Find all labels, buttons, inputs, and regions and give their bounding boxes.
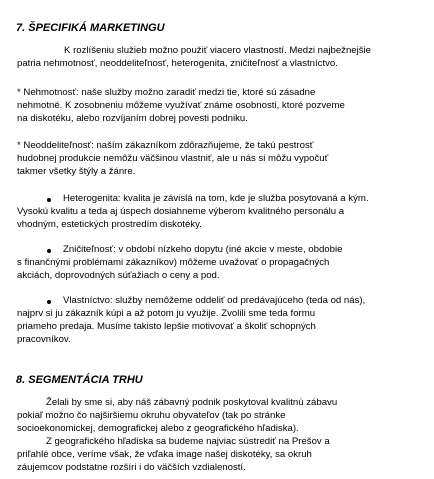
bullet-icon bbox=[47, 300, 51, 304]
bullet-icon bbox=[47, 249, 51, 253]
bullet-znicitelnost-line: Zničiteľnosť: v období nízkeho dopytu (iné akcie v meste, obdobie bbox=[63, 244, 343, 255]
bullet-heterogenita-line: Vysokú kvalitu a teda aj úspech dosiahneme výberom kvalitného personálu a bbox=[17, 206, 345, 217]
bullet-vlastnictvo-line: Vlastníctvo: služby nemôžeme oddeliť od predávajúceho (teda od nás), bbox=[63, 295, 366, 306]
bullet-icon bbox=[47, 198, 51, 202]
section-heading-specifika-marketingu: 7. ŠPECIFIKÁ MARKETINGU bbox=[16, 22, 165, 34]
paragraph-nehmotnost-line: nehmotné. K zosobneniu môžeme využívať známe osobnosti, ktoré pozveme bbox=[17, 100, 345, 111]
paragraph-neoddelitelnost-line: takmer všetky štýly a žánre. bbox=[17, 166, 136, 177]
bullet-heterogenita-line: vhodným, estetických prostredím diskotéky. bbox=[17, 219, 202, 230]
bullet-vlastnictvo-line: priameho predaja. Musíme takisto lepšie motivovať a školiť schopných bbox=[17, 321, 316, 332]
bullet-heterogenita-line: Heterogenita: kvalita je závislá na tom, kde je služba posytovaná a kým. bbox=[63, 193, 369, 204]
paragraph-neoddelitelnost-line: * Neoddeliteľnosť: naším zákazníkom zdôrazňujeme, že takú pestrosť bbox=[17, 140, 314, 151]
paragraph-intro-line: patria nehmotnosť, neoddeliteľnosť, heterogenita, zničiteľnosť a vlastníctvo. bbox=[17, 58, 338, 69]
paragraph-geografia-line: záujemcov podstatne rozšíri i do väčších vzdialeností. bbox=[17, 462, 246, 473]
bullet-znicitelnost-line: akciách, doprovodných súťažiach o ceny a pod. bbox=[17, 270, 220, 281]
bullet-vlastnictvo-line: pracovníkov. bbox=[17, 334, 71, 345]
paragraph-geografia-line: Z geografického hľadiska sa budeme najviac sústrediť na Prešov a bbox=[46, 436, 330, 447]
paragraph-segmentacia-line: Želali by sme si, aby náš zábavný podnik poskytoval kvalitnú zábavu bbox=[46, 397, 338, 408]
paragraph-neoddelitelnost-line: hudobnej produkcie nemôžu väčšinou vlastniť, ale u nás si môžu vypočuť bbox=[17, 153, 329, 164]
paragraph-intro-line: K rozlíšeniu služieb možno použiť viacero vlastností. Medzi najbežnejšie bbox=[64, 45, 372, 56]
paragraph-geografia-line: priľahlé obce, veríme však, že vďaka image našej diskotéky, sa okruh bbox=[17, 449, 312, 460]
bullet-znicitelnost-line: s finančnými problémami zákazníkov) môžeme uvažovať o propagačných bbox=[17, 257, 330, 268]
section-heading-segmentacia-trhu: 8. SEGMENTÁCIA TRHU bbox=[16, 374, 143, 386]
paragraph-nehmotnost-line: na diskotéku, alebo rozvíjaním dobrej povesti podniku. bbox=[17, 113, 248, 124]
paragraph-segmentacia-line: socioekonomickej, demografickej alebo z geografického hľadiska). bbox=[17, 423, 299, 434]
paragraph-segmentacia-line: pokiaľ možno čo najširšiemu okruhu obyvateľov (tak po stránke bbox=[17, 410, 286, 421]
paragraph-nehmotnost-line: * Nehmotnosť: naše služby možno zaradiť medzi tie, ktoré sú zásadne bbox=[17, 87, 316, 98]
bullet-vlastnictvo-line: najprv si ju zákazník kúpi a až potom ju využije. Zvolili sme teda formu bbox=[17, 308, 316, 319]
